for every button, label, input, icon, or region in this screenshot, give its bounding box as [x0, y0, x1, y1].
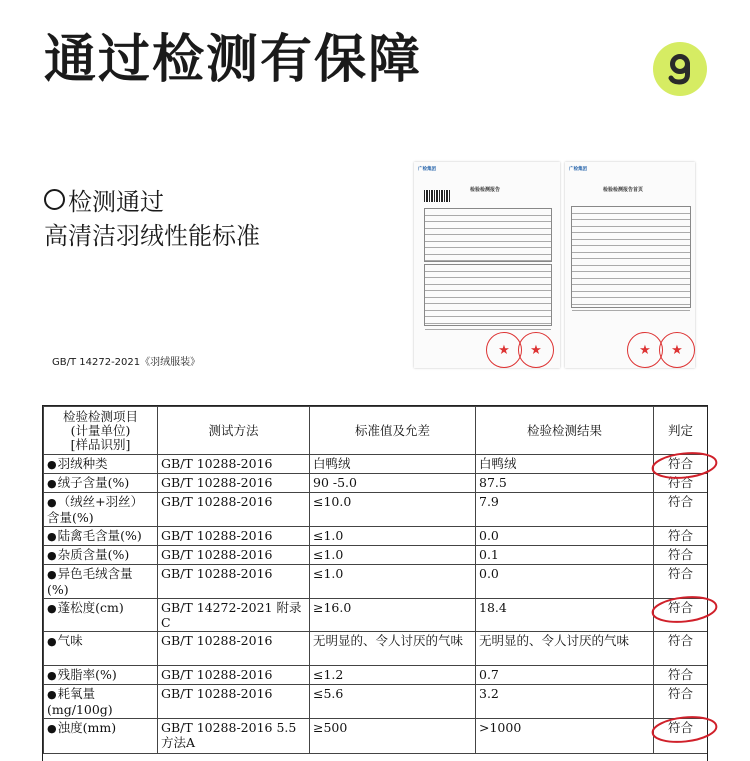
cell-standard: ≤1.0	[310, 546, 476, 565]
cell-verdict: 符合	[654, 546, 708, 565]
cell-result: 3.2	[476, 685, 654, 719]
cell-item: ● 陆禽毛含量(%)	[44, 527, 158, 546]
table-row	[44, 546, 708, 565]
headline-line1	[44, 182, 164, 217]
cell-standard: ≤1.0	[310, 527, 476, 546]
report-org-header: 广检集团	[418, 167, 436, 172]
cell-verdict: 符合	[654, 666, 708, 685]
cell-verdict: 符合	[654, 493, 708, 527]
cell-verdict: 符合	[654, 685, 708, 719]
cell-method: GB/T 10288-2016	[158, 527, 310, 546]
red-seal-icon: ★	[659, 332, 695, 368]
table-row	[44, 599, 708, 632]
report2-result-grid	[571, 206, 691, 308]
cell-standard: 90 -5.0	[310, 474, 476, 493]
cell-standard: 无明显的、令人讨厌的气味	[310, 632, 476, 666]
cell-verdict: 符合	[654, 632, 708, 666]
table-body	[44, 455, 708, 754]
cell-result: 87.5	[476, 474, 654, 493]
cell-verdict: 符合	[654, 599, 708, 632]
table-row	[44, 565, 708, 599]
red-seal-icon: ★	[518, 332, 554, 368]
cell-method: GB/T 10288-2016	[158, 455, 310, 474]
cell-standard: ≥500	[310, 719, 476, 754]
cell-method: GB/T 14272-2021 附录C	[158, 599, 310, 632]
header-standard: 标准值及允差	[310, 407, 476, 455]
cell-verdict: 符合	[654, 474, 708, 493]
table-row	[44, 474, 708, 493]
cell-method: GB/T 10288-2016 5.5 方法A	[158, 719, 310, 754]
cell-method: GB/T 10288-2016	[158, 565, 310, 599]
table-row	[44, 719, 708, 754]
cell-result: 0.7	[476, 666, 654, 685]
table-row	[44, 493, 708, 527]
header-item: 检验检测项目 (计量单位) [样品识别]	[44, 407, 158, 455]
test-report-thumbnail-2	[565, 162, 695, 368]
cell-item: ● 浊度(mm)	[44, 719, 158, 754]
red-seal-icon: ★	[486, 332, 522, 368]
cell-result: 7.9	[476, 493, 654, 527]
logo-g-icon	[665, 52, 695, 86]
page-title: 通过检测有保障	[44, 30, 423, 90]
cell-method: GB/T 10288-2016	[158, 685, 310, 719]
cell-standard: ≥16.0	[310, 599, 476, 632]
cell-standard: ≤1.0	[310, 565, 476, 599]
test-results-table-container	[42, 405, 708, 761]
cell-verdict: 符合	[654, 565, 708, 599]
test-report-thumbnail-1	[414, 162, 560, 368]
cell-standard: 白鸭绒	[310, 455, 476, 474]
cell-method: GB/T 10288-2016	[158, 493, 310, 527]
circle-bullet-icon	[44, 189, 65, 210]
red-seal-icon: ★	[627, 332, 663, 368]
cell-method: GB/T 10288-2016	[158, 546, 310, 565]
cell-item: ● 异色毛绒含量(%)	[44, 565, 158, 599]
header-result: 检验检测结果	[476, 407, 654, 455]
cell-item: ● 杂质含量(%)	[44, 546, 158, 565]
cell-result: >1000	[476, 719, 654, 754]
cell-result: 无明显的、令人讨厌的气味	[476, 632, 654, 666]
table-row	[44, 666, 708, 685]
brand-logo	[653, 42, 707, 96]
cell-result: 白鸭绒	[476, 455, 654, 474]
table-header-row	[44, 407, 708, 455]
table-row	[44, 685, 708, 719]
header-method: 测试方法	[158, 407, 310, 455]
table-row	[44, 455, 708, 474]
test-results-table	[43, 406, 708, 754]
header-verdict: 判定	[654, 407, 708, 455]
cell-item: ● 残脂率(%)	[44, 666, 158, 685]
cell-verdict: 符合	[654, 527, 708, 546]
report1-title: 检验检测报告	[470, 187, 501, 193]
cell-method: GB/T 10288-2016	[158, 666, 310, 685]
cell-standard: ≤10.0	[310, 493, 476, 527]
cell-item: ● 气味	[44, 632, 158, 666]
table-row	[44, 632, 708, 666]
standard-note: GB/T 14272-2021《羽绒服装》	[52, 357, 201, 368]
report2-title: 检验检测报告首页	[603, 187, 644, 193]
report1-info-grid	[424, 208, 552, 262]
barcode-icon	[424, 190, 450, 202]
cell-result: 0.1	[476, 546, 654, 565]
cell-item: ● 羽绒种类	[44, 455, 158, 474]
cell-verdict: 符合	[654, 719, 708, 754]
cell-standard: ≤1.2	[310, 666, 476, 685]
cell-item: ● （绒丝+羽丝）含量(%)	[44, 493, 158, 527]
cell-standard: ≤5.6	[310, 685, 476, 719]
cell-method: GB/T 10288-2016	[158, 632, 310, 666]
table-row	[44, 527, 708, 546]
cell-result: 0.0	[476, 527, 654, 546]
cell-result: 0.0	[476, 565, 654, 599]
cell-item: ● 绒子含量(%)	[44, 474, 158, 493]
report1-result-grid	[424, 264, 552, 326]
headline-line1-text: 检测通过	[68, 188, 164, 216]
cell-item: ● 耗氧量(mg/100g)	[44, 685, 158, 719]
cell-result: 18.4	[476, 599, 654, 632]
cell-item: ● 蓬松度(cm)	[44, 599, 158, 632]
headline-line2: 高清洁羽绒性能标准	[44, 222, 260, 250]
report-org-header: 广检集团	[569, 167, 587, 172]
cell-method: GB/T 10288-2016	[158, 474, 310, 493]
cell-verdict: 符合	[654, 455, 708, 474]
